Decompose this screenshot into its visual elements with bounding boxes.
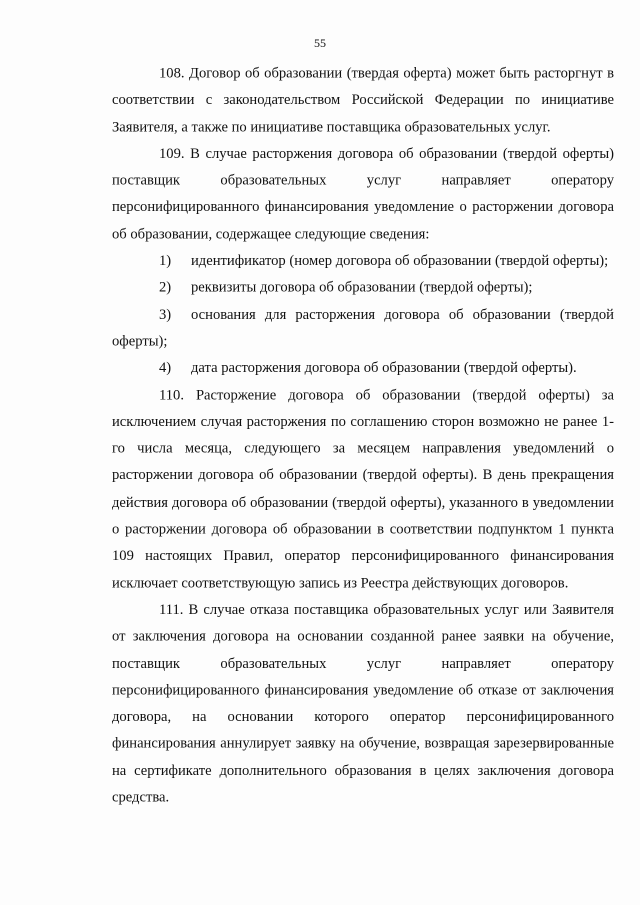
paragraph-108: 108. Договор об образовании (твердая оферта) может быть расторгнут в соответствии с законодательством Российской Федерации по инициативе Заявителя, а также по инициативе поставщика образовательных услуг. bbox=[112, 65, 614, 136]
list-item-number: 4) bbox=[159, 360, 172, 377]
list-item-text: основания для расторжения договора об образовании (твердой оферты); bbox=[112, 306, 614, 350]
list-item-text: реквизиты договора об образовании (твердой оферты); bbox=[191, 279, 533, 297]
list-item-text: идентификатор (номер договора об образовании (твердой оферты); bbox=[191, 252, 609, 270]
list-item bbox=[112, 248, 614, 275]
document-body bbox=[112, 60, 614, 811]
page-number: 55 bbox=[314, 36, 326, 50]
list-item-number: 1) bbox=[159, 252, 172, 270]
list-item-number: 3) bbox=[159, 306, 172, 323]
list-item-number: 2) bbox=[159, 279, 172, 297]
paragraph-111: 111. В случае отказа поставщика образовательных услуг или Заявителя от заключения договора на основании созданной ранее заявки на обучение, поставщик образовательных услуг направляет оператору персонифицированного финансирования уведомление об отказе от заключения договора, на основании которого оператор персонифицированного финансирования аннулирует заявку на обучение, возвращая зарезервированные на сертификате дополнительного образования в целях заключения договора средства. bbox=[112, 601, 614, 806]
list-item bbox=[112, 301, 614, 355]
list-item-text: дата расторжения договора об образовании (твердой оферты). bbox=[191, 360, 577, 377]
paragraph-109: 109. В случае расторжения договора об образовании (твердой оферты) поставщик образовательных услуг направляет оператору персонифицированного финансирования уведомление о расторжении договора об образовании, содержащее следующие сведения: bbox=[112, 145, 614, 243]
list-item bbox=[112, 355, 614, 382]
list-item bbox=[112, 275, 614, 302]
paragraph-110: 110. Расторжение договора об образовании (твердой оферты) за исключением случая расторжения по соглашению сторон возможно не ранее 1-го числа месяца, следующего за месяцем направления уведомлений о расторжении договора об образовании (твердой оферты). В день прекращения действия договора об образовании (твердой оферты), указанного в уведомлении о расторжении договора об образовании в соответствии подпунктом 1 пункта 109 настоящих Правил, оператор персонифицированного финансирования исключает соответствующую запись из Реестра действующих договоров. bbox=[112, 386, 614, 592]
